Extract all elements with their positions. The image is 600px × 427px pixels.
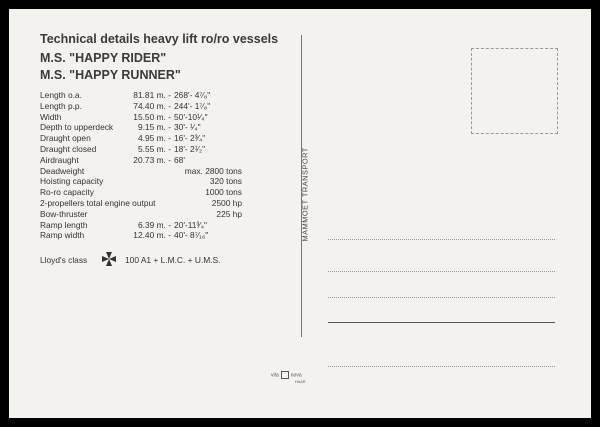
- spec-label: Length o.a.: [40, 90, 82, 100]
- spec-imperial: 268'- 4⁷⁄₈": [174, 90, 211, 100]
- lloyds-classification: 100 A1 + L.M.C. + U.M.S.: [125, 255, 221, 265]
- card-title: Technical details heavy lift ro/ro vessels: [40, 32, 279, 46]
- spec-value: 1000 tons: [205, 187, 242, 198]
- spec-label: Length p.p.: [40, 100, 82, 111]
- maltese-cross-icon: [101, 251, 117, 267]
- address-line: [328, 271, 555, 272]
- lloyds-class: [40, 255, 221, 265]
- spec-metric: 74.40 m. -: [133, 100, 171, 111]
- spec-label: Ramp width: [40, 230, 85, 241]
- spec-imperial: 20'-11³⁄₄": [174, 219, 207, 230]
- vessel-name-2: M.S. "HAPPY RUNNER": [40, 68, 181, 82]
- logo-mark-icon: [281, 371, 289, 379]
- spec-label: Draught open: [40, 133, 91, 144]
- spec-label: Width: [40, 111, 62, 122]
- spec-label: Depth to upperdeck: [40, 122, 114, 133]
- spec-metric: 4.95 m. -: [137, 133, 171, 144]
- spec-value: 320 tons: [209, 176, 242, 187]
- address-line: [328, 297, 555, 298]
- spec-value: max. 2800 tons: [184, 165, 242, 176]
- address-line: [328, 239, 555, 240]
- address-line: [328, 366, 555, 367]
- spec-label: Hoisting capacity: [40, 176, 104, 187]
- publisher-logo: [271, 371, 306, 384]
- lloyds-label: Lloyd's class: [40, 255, 88, 265]
- spec-imperial: 40'- 8⁷⁄₁₆": [174, 230, 209, 241]
- spec-imperial: 30'- ¹⁄₄": [174, 122, 201, 133]
- postcard: [9, 9, 591, 418]
- spec-metric: 6.39 m. -: [137, 219, 171, 230]
- spec-label: Ramp length: [40, 219, 88, 230]
- logo-subtext: HAAR: [295, 380, 306, 384]
- spec-label: Airdraught: [40, 154, 79, 165]
- logo-right-text: nova: [290, 372, 302, 379]
- spec-imperial: 16'- 2³⁄₄": [174, 133, 206, 144]
- spec-label: Bow-thruster: [40, 208, 88, 219]
- spec-value: 225 hp: [216, 208, 242, 219]
- spec-imperial: 18'- 2¹⁄₂": [174, 143, 206, 154]
- vessel-name-1: M.S. "HAPPY RIDER": [40, 51, 167, 65]
- spec-metric: 81.81 m. -: [133, 90, 171, 100]
- spec-metric: 9.15 m. -: [137, 122, 171, 133]
- spec-imperial: 50'-10¹⁄₄": [174, 111, 208, 122]
- spec-metric: 20.73 m. -: [133, 154, 171, 165]
- spec-metric: 5.55 m. -: [137, 143, 171, 154]
- spec-label: Draught closed: [40, 143, 97, 154]
- mammoet-transport-label: MAMMOET TRANSPORT: [300, 147, 310, 242]
- spec-label: Ro-ro capacity: [40, 187, 94, 198]
- spec-imperial: 244'- 1⁷⁄₈": [174, 100, 211, 111]
- spec-metric: 15.50 m. -: [133, 111, 171, 122]
- address-underline: [328, 322, 555, 323]
- spec-value: 2500 hp: [211, 197, 242, 208]
- spec-label: Deadweight: [40, 165, 85, 176]
- logo-left-text: vita: [271, 372, 279, 379]
- stamp-box: [471, 48, 558, 134]
- spec-imperial: 68': [174, 154, 185, 165]
- spec-metric: 12.40 m. -: [133, 230, 171, 241]
- spec-label: 2-propellers total engine output: [40, 197, 156, 208]
